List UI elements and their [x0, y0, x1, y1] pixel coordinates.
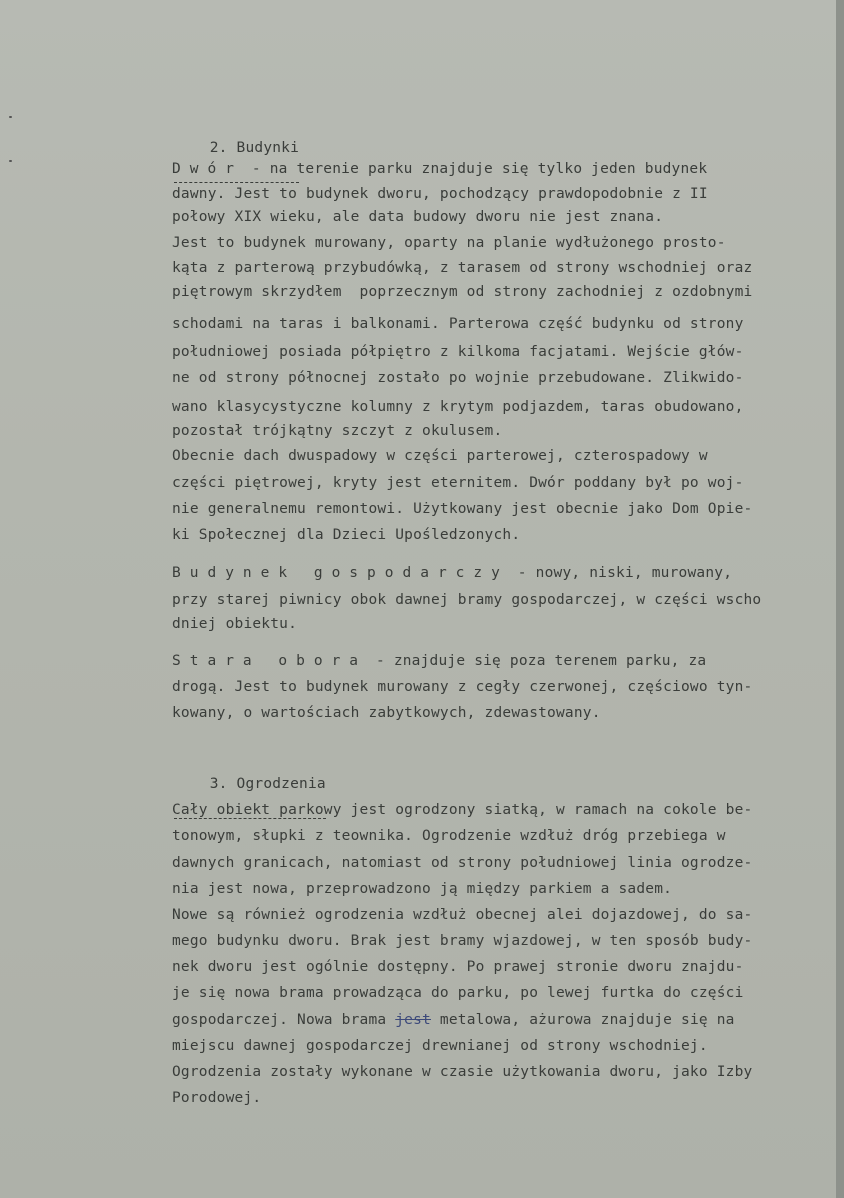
paragraph-line: Ogrodzenia zostały wykonane w czasie użytkowania dworu, jako Izby	[172, 1064, 753, 1080]
paragraph-line: nek dworu jest ogólnie dostępny. Po prawej stronie dworu znajdu-	[172, 959, 744, 975]
paragraph-line: schodami na taras i balkonami. Parterowa część budynku od strony	[172, 316, 744, 332]
paragraph-line: kowany, o wartościach zabytkowych, zdewastowany.	[172, 705, 601, 721]
margin-mark	[9, 160, 12, 162]
paragraph-line: Porodowej.	[172, 1090, 262, 1106]
paragraph-line: południowej posiada półpiętro z kilkoma facjatami. Wejście głów-	[172, 344, 744, 360]
paragraph-line	[172, 651, 706, 671]
paragraph-line: piętrowym skrzydłem poprzecznym od strony zachodniej z ozdobnymi	[172, 284, 753, 300]
paragraph-line: nia jest nowa, przeprowadzono ją między parkiem a sadem.	[172, 881, 673, 897]
paragraph-line: Nowe są również ogrodzenia wzdłuż obecnej alei dojazdowej, do sa-	[172, 907, 753, 923]
paragraph-line: połowy XIX wieku, ale data budowy dworu nie jest znana.	[172, 209, 664, 225]
paragraph-line: Cały obiekt parkowy jest ogrodzony siatką, w ramach na cokole be-	[172, 802, 753, 818]
paragraph-line: Jest to budynek murowany, oparty na planie wydłużonego prosto-	[172, 235, 726, 251]
paragraph-line: dawnych granicach, natomiast od strony południowej linia ogrodze-	[172, 855, 753, 871]
struck-word: jest	[395, 1012, 431, 1028]
paragraph-line: przy starej piwnicy obok dawnej bramy gospodarczej, w części wscho	[172, 592, 762, 608]
paragraph-line: mego budynku dworu. Brak jest bramy wjazdowej, w ten sposób budy-	[172, 933, 753, 949]
section-3-heading-text: 3. Ogrodzenia	[209, 776, 326, 792]
paragraph-line: Obecnie dach dwuspadowy w części parterowej, czterospadowy w	[172, 448, 708, 464]
paragraph-line: miejscu dawnej gospodarczej drewnianej od strony wschodniej.	[172, 1038, 708, 1054]
paragraph-line: je się nowa brama prowadząca do parku, po lewej furtka do części	[172, 985, 744, 1001]
paragraph-line: części piętrowej, kryty jest eternitem. Dwór poddany był po woj-	[172, 475, 744, 491]
paragraph-line: ne od strony północnej zostało po wojnie przebudowane. Zlikwido-	[172, 370, 744, 386]
paragraph-lead: Stara obora	[172, 653, 368, 669]
line-text: gospodarczej. Nowa brama	[172, 1012, 396, 1028]
paragraph-line: tonowym, słupki z teownika. Ogrodzenie wzdłuż dróg przebiega w	[172, 828, 726, 844]
paragraph-line: wano klasycystyczne kolumny z krytym podjazdem, taras obudowano,	[172, 399, 744, 415]
paragraph-lead: Dwór	[172, 161, 243, 177]
paragraph-line: pozostał trójkątny szczyt z okulusem.	[172, 423, 503, 439]
paragraph-lead: Budynek gospodarczy	[172, 565, 509, 581]
paragraph-line	[172, 563, 732, 583]
line-text: - znajduje się poza terenem parku, za	[367, 653, 707, 669]
line-text: - na terenie parku znajduje się tylko jeden budynek	[242, 161, 708, 177]
line-text: metalowa, ażurowa znajduje się na	[430, 1012, 735, 1028]
paragraph-line	[172, 159, 707, 179]
paragraph-line: kąta z parterową przybudówką, z tarasem od strony wschodniej oraz	[172, 260, 753, 276]
paragraph-line	[172, 1010, 735, 1030]
heading-underline	[174, 181, 299, 183]
paragraph-line: nie generalnemu remontowi. Użytkowany jest obecnie jako Dom Opie-	[172, 501, 753, 517]
paragraph-line: drogą. Jest to budynek murowany z cegły czerwonej, częściowo tyn-	[172, 679, 753, 695]
margin-mark	[9, 116, 12, 118]
section-2-heading-text: 2. Budynki	[209, 140, 300, 156]
page-edge	[836, 0, 844, 1198]
paragraph-line: ki Społecznej dla Dzieci Upośledzonych.	[172, 527, 521, 543]
paragraph-line: dawny. Jest to budynek dworu, pochodzący prawdopodobnie z II	[172, 186, 708, 202]
line-text: - nowy, niski, murowany,	[508, 565, 733, 581]
paragraph-line: dniej obiektu.	[172, 616, 298, 632]
